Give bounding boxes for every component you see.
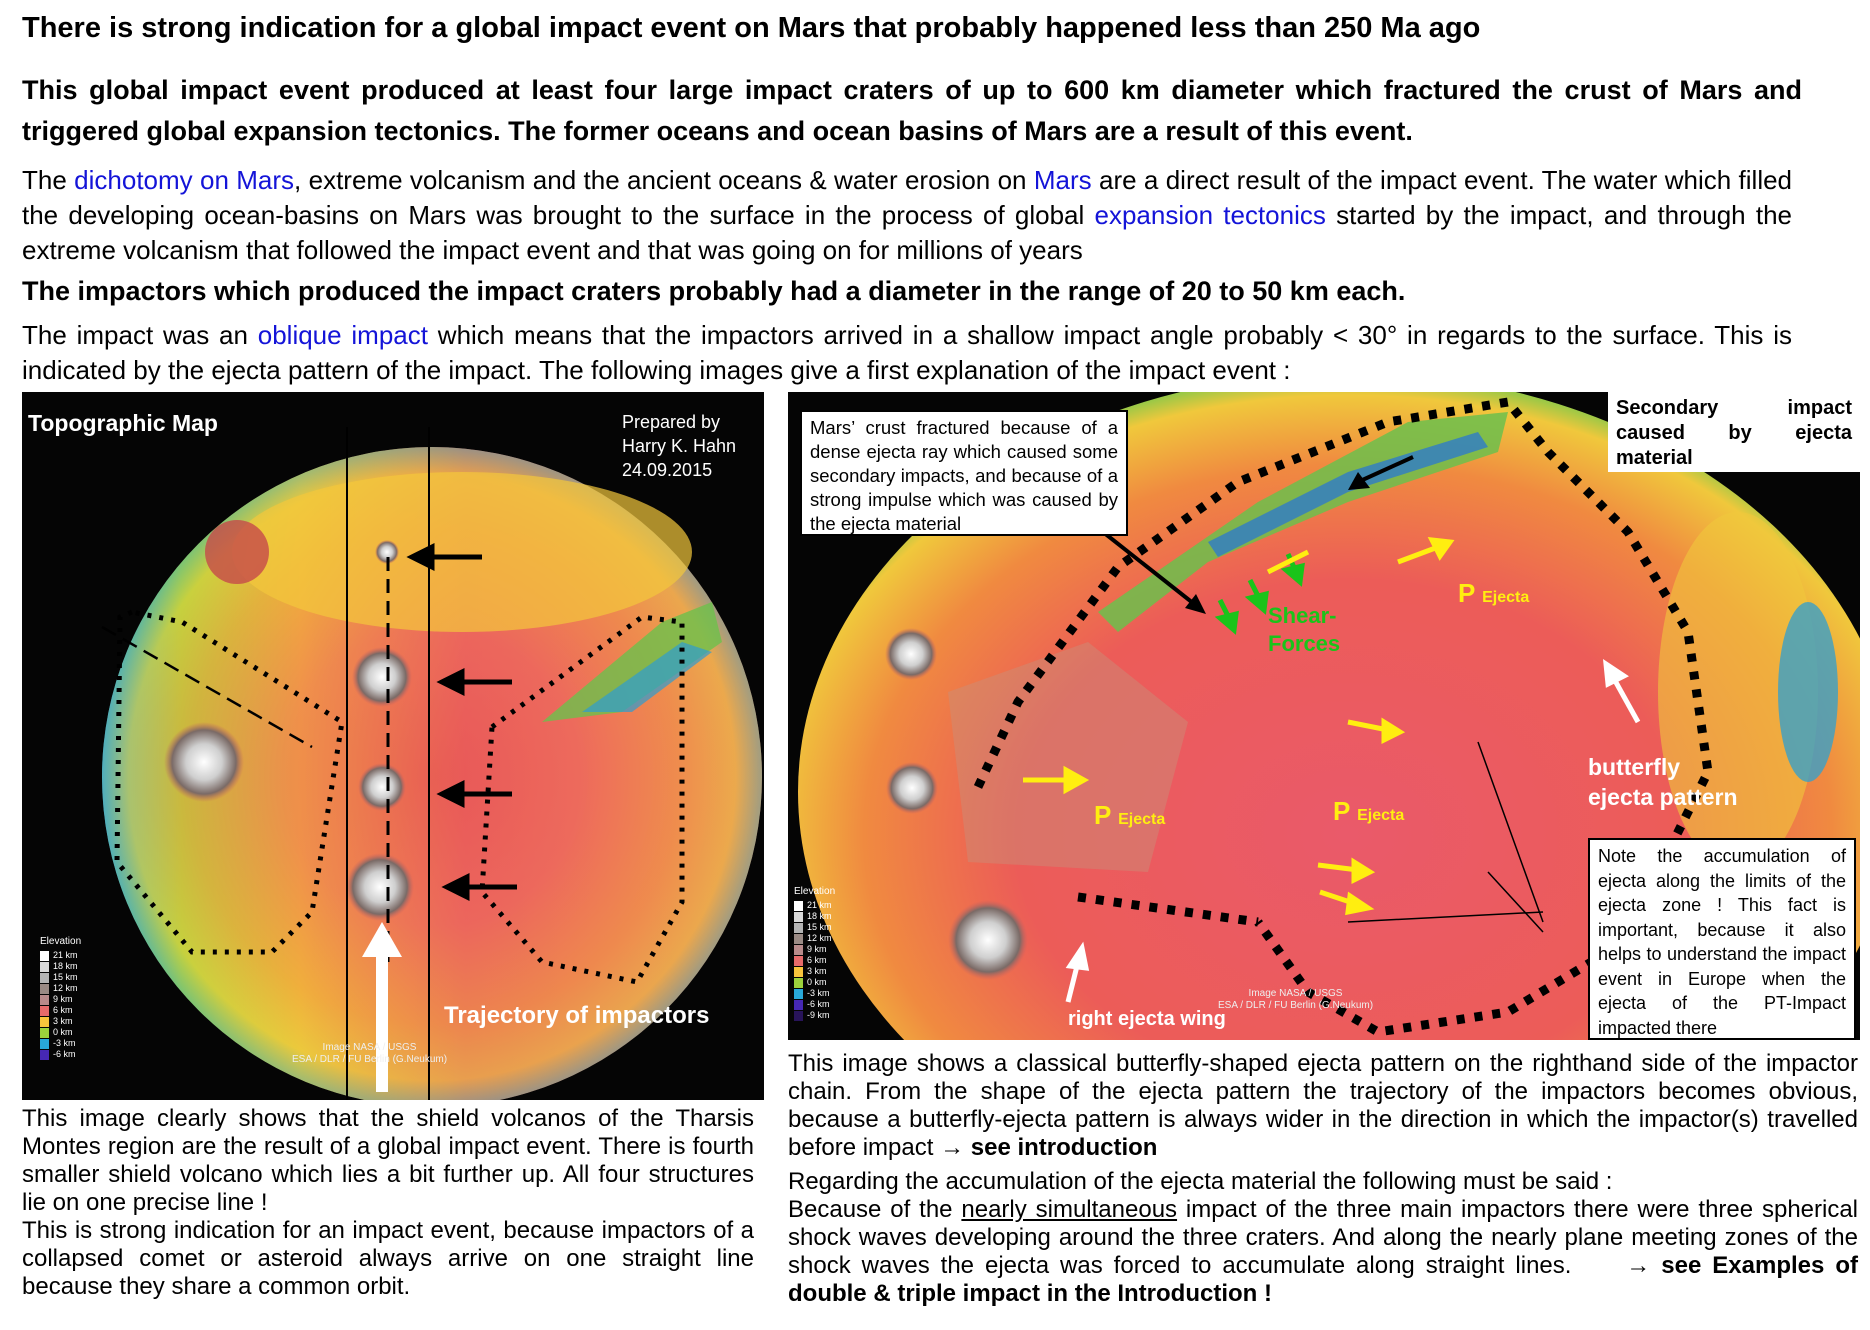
credit-line-2: ESA / DLR / FU Berlin (G.Neukum)	[292, 1054, 448, 1065]
image-credit	[292, 1042, 447, 1066]
legend-swatch	[794, 945, 803, 955]
secondary-impact-label: Secondary impact caused by ejecta material	[1608, 392, 1860, 472]
ejecta-subscript: Ejecta	[1118, 811, 1166, 828]
oblique-text: The impact was an	[22, 320, 258, 350]
ejecta-subscript: Ejecta	[1482, 589, 1530, 606]
crust-fracture-callout: Mars’ crust fractured because of a dense ejecta ray which caused some secondary impacts, and because of a strong impulse which was caused by the ejecta material	[800, 410, 1128, 536]
legend-label: 9 km	[53, 994, 73, 1004]
oblique-impact-link[interactable]: oblique impact	[257, 320, 428, 350]
legend-swatch	[794, 1011, 803, 1021]
legend-item	[794, 900, 854, 911]
legend-item	[794, 988, 854, 999]
oblique-text: which means that the impactors arrived in a shallow impact angle probably < 30° in regards to the surface. This is indicated by the ejecta pattern of the impact. The following images give a first explanation of the impact event :	[22, 320, 1792, 385]
accumulation-note: Note the accumulation of ejecta along the limits of the ejecta zone ! This fact is important, because it also helps to understand the impact event in Europe when the ejecta of the PT-Impact impacted there	[1588, 838, 1856, 1040]
legend-item	[794, 1010, 854, 1021]
intro-paragraph	[22, 163, 1792, 268]
right-ejecta-wing-label: right ejecta wing	[1068, 1008, 1226, 1030]
legend-swatch	[40, 984, 49, 994]
legend-swatch	[794, 934, 803, 944]
legend-swatch	[40, 995, 49, 1005]
legend-item	[794, 944, 854, 955]
intro-text: are a direct result of the impact event. The water which filled the developing ocean-basins on Mars was brought to the surface in the process of global	[22, 165, 1793, 230]
author-line-1: Prepared by	[622, 412, 721, 432]
legend-label: -3 km	[53, 1038, 76, 1048]
author-line-2: Harry K. Hahn	[622, 436, 737, 456]
legend-list	[794, 900, 854, 1021]
map-title: Topographic Map	[28, 410, 218, 436]
legend-item	[794, 977, 854, 988]
legend-label: 12 km	[53, 983, 78, 993]
ejecta-map-right	[788, 392, 1860, 1040]
shear-line-2: Forces	[1268, 631, 1341, 656]
p-ejecta-label-top	[1458, 578, 1529, 609]
legend-swatch	[794, 912, 803, 922]
topographic-map-left	[22, 392, 764, 1100]
legend-label: 9 km	[807, 944, 827, 954]
butterfly-line-1: butterfly	[1588, 754, 1680, 780]
legend-swatch	[40, 951, 49, 961]
legend-list	[40, 950, 100, 1060]
page-title: There is strong indication for a global impact event on Mars that probably happened less than 250 Ma ago	[22, 12, 1481, 44]
legend-label: 6 km	[53, 1005, 73, 1015]
legend-title: Elevation	[40, 936, 82, 947]
expansion-tectonics-link[interactable]: expansion tectonics	[1094, 200, 1326, 230]
arrow-symbol: →	[933, 1134, 971, 1161]
left-caption-p1: This image clearly shows that the shield volcanos of the Tharsis Montes region are the result of a global impact event. There is fourth smaller shield volcano which lies a bit further up. All four structures lie on one precise line !	[22, 1105, 754, 1216]
legend-label: 12 km	[807, 933, 832, 943]
legend-label: 6 km	[807, 955, 827, 965]
right-caption-p1: This image shows a classical butterfly-shaped ejecta pattern on the righthand side of the impactor chain. From the shape of the ejecta pattern the trajectory of the impactors becomes obvious, because a butterfly-ejecta pattern is always wider in the direction in which the impactor(s) travelled before impact	[788, 1050, 1858, 1161]
legend-swatch	[40, 1039, 49, 1049]
legend-swatch	[40, 962, 49, 972]
intro-text: The	[22, 165, 75, 195]
legend-item	[40, 1016, 100, 1027]
legend-item	[794, 933, 854, 944]
legend-item	[794, 966, 854, 977]
see-introduction-link[interactable]: see introduction	[970, 1134, 1158, 1161]
p-symbol: P	[1458, 578, 1475, 608]
legend-swatch	[794, 978, 803, 988]
ejecta-subscript: Ejecta	[1357, 807, 1405, 824]
legend-item	[794, 922, 854, 933]
legend-item	[40, 1038, 100, 1049]
credit-line-2: ESA / DLR / FU Berlin (G.Neukum)	[1218, 1000, 1374, 1011]
legend-label: 0 km	[807, 977, 827, 987]
legend-swatch	[794, 1000, 803, 1010]
oblique-paragraph	[22, 318, 1792, 388]
legend-swatch	[794, 956, 803, 966]
legend-label: 0 km	[53, 1027, 73, 1037]
intro-text: , extreme volcanism and the ancient oceans & water erosion on	[294, 165, 1034, 195]
impactor-size-statement: The impactors which produced the impact craters probably had a diameter in the range of 20 to 50 km each.	[22, 276, 1406, 306]
author-line-3: 24.09.2015	[622, 460, 713, 480]
legend-label: 21 km	[807, 900, 832, 910]
legend-item	[40, 972, 100, 983]
nearly-simultaneous-text: nearly simultaneous	[961, 1196, 1178, 1223]
legend-swatch	[794, 989, 803, 999]
dichotomy-link[interactable]: dichotomy on Mars	[74, 165, 295, 195]
legend-swatch	[40, 1017, 49, 1027]
mars-globe-left	[22, 392, 764, 1100]
legend-item	[794, 955, 854, 966]
legend-label: 3 km	[53, 1016, 73, 1026]
credit-line-1: Image NASA / USGS	[1248, 988, 1343, 999]
image-credit	[1218, 988, 1373, 1012]
legend-label: 21 km	[53, 950, 78, 960]
legend-item	[40, 994, 100, 1005]
butterfly-line-2: ejecta pattern	[1588, 784, 1738, 810]
legend-label: 3 km	[807, 966, 827, 976]
legend-label: -6 km	[807, 999, 830, 1009]
author-credit	[622, 410, 736, 482]
legend-swatch	[794, 901, 803, 911]
legend-swatch	[794, 923, 803, 933]
intro-text: started by the impact, and through the extreme volcanism that followed the impact event and that was going on for millions of years	[22, 200, 1792, 265]
p-ejecta-label-left	[1094, 800, 1165, 831]
legend-item	[40, 1027, 100, 1038]
legend-swatch	[40, 1006, 49, 1016]
legend-item	[40, 1005, 100, 1016]
elevation-legend	[40, 936, 100, 1060]
legend-swatch	[794, 967, 803, 977]
legend-label: 15 km	[53, 972, 78, 982]
legend-item	[40, 983, 100, 994]
page-subtitle: This global impact event produced at least four large impact craters of up to 600 km diameter which fractured the crust of Mars and triggered global expansion tectonics. The former oceans and ocean basins of Mars are a result of this event.	[22, 75, 1802, 146]
left-caption-p2: This is strong indication for an impact event, because impactors of a collapsed comet or asteroid always arrive on one straight line because they share a common orbit.	[22, 1217, 754, 1300]
legend-item	[40, 961, 100, 972]
see-examples-link[interactable]: see Examples of double & triple impact in the Introduction !	[788, 1252, 1858, 1307]
legend-swatch	[40, 973, 49, 983]
p-symbol: P	[1333, 796, 1350, 826]
legend-item	[794, 911, 854, 922]
legend-title: Elevation	[794, 886, 836, 897]
legend-label: 18 km	[807, 911, 832, 921]
legend-label: 15 km	[807, 922, 832, 932]
legend-item	[40, 950, 100, 961]
right-caption-p3b: impact of the three main impactors there were three spherical shock waves developing around the three craters. And along the nearly plane meeting zones of the shock waves the ejecta was forced to accumulate along straight lines.	[788, 1196, 1859, 1279]
credit-line-1: Image NASA / USGS	[322, 1042, 417, 1053]
shear-forces-label	[1268, 602, 1340, 658]
legend-item	[40, 1049, 100, 1060]
legend-label: -9 km	[807, 1010, 830, 1020]
legend-item	[794, 999, 854, 1010]
legend-label: 18 km	[53, 961, 78, 971]
right-caption	[788, 1050, 1858, 1308]
shear-line-1: Shear-	[1268, 603, 1337, 628]
elevation-legend	[794, 886, 854, 1021]
legend-label: -3 km	[807, 988, 830, 998]
arrow-symbol: →	[1571, 1252, 1662, 1279]
legend-swatch	[40, 1028, 49, 1038]
p-symbol: P	[1094, 800, 1111, 830]
legend-label: -6 km	[53, 1049, 76, 1059]
trajectory-label: Trajectory of impactors	[444, 1002, 710, 1029]
right-caption-p2: Regarding the accumulation of the ejecta material the following must be said :	[788, 1168, 1613, 1195]
mars-link[interactable]: Mars	[1033, 165, 1092, 195]
left-caption	[22, 1105, 754, 1301]
p-ejecta-label-center	[1333, 796, 1404, 827]
legend-swatch	[40, 1050, 49, 1060]
butterfly-pattern-label	[1588, 752, 1738, 812]
right-caption-p3: Because of the	[788, 1196, 962, 1223]
